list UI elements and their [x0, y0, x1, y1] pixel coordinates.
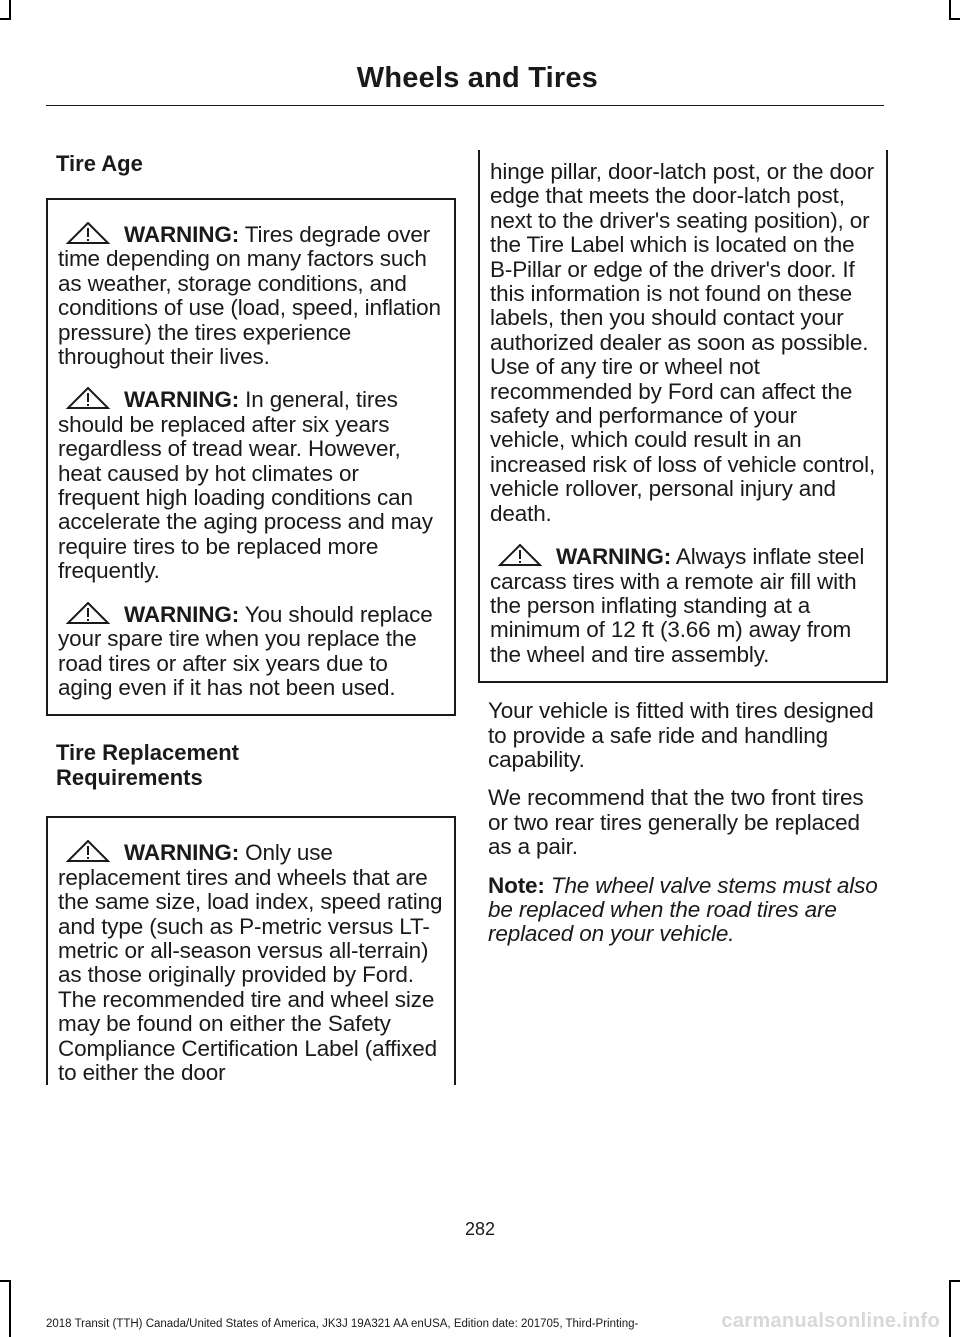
- page-header-title: Wheels and Tires: [356, 62, 598, 94]
- crop-mark: [9, 1282, 11, 1337]
- warning-text: Tires degrade over time depending on many factors such as weather, storage conditions, and conditions of use (load, speed, inflation pressure) the tires experience throughout their lives.: [58, 222, 441, 370]
- right-column: [478, 150, 888, 961]
- header-divider: [46, 105, 884, 106]
- warning-text: You should replace your spare tire when you replace the road tires or after six years due to aging even if it has not been used.: [58, 601, 433, 700]
- warning-paragraph: [58, 840, 446, 1085]
- body-text: [478, 683, 888, 947]
- crop-mark: [949, 18, 960, 20]
- warning-triangle-icon: [498, 544, 542, 566]
- warning-paragraph: [490, 544, 878, 667]
- left-column: [46, 145, 456, 1085]
- warning-label: WARNING:: [124, 601, 240, 627]
- warning-box-tire-age: [46, 198, 456, 716]
- crop-mark: [0, 1280, 11, 1282]
- crop-mark: [9, 0, 11, 18]
- warning-box-continued: [478, 150, 888, 683]
- warning-label: WARNING:: [124, 222, 240, 247]
- note-valve-stems: [488, 874, 888, 947]
- note-text: The wheel valve stems must also be replaced when the road tires are replaced on your vehicle.: [488, 872, 878, 947]
- warning-paragraph: [58, 602, 446, 701]
- warning-triangle-icon: [66, 840, 110, 862]
- warning-label: WARNING:: [556, 544, 672, 570]
- warning-continued-text: hinge pillar, door-latch post, or the door edge that meets the door-latch post, next to the driver's seating position), or the Tire Label which is located on the B-Pillar or edge of the driver's door. If this information is not found on these labels, then you should contact your authorized dealer as soon as possible. Use of any tire or wheel not recommended by Ford can affect the safety and performance of your vehicle, which could result in an increased risk of loss of vehicle control, vehicle rollover, personal injury and death.: [490, 159, 876, 526]
- warning-triangle-icon: [66, 222, 110, 244]
- warning-text: Always inflate steel carcass tires with a remote air fill with the person inflating standing at a minimum of 12 ft (3.66 m) away from the wheel and tire assembly.: [490, 544, 865, 667]
- crop-mark: [949, 0, 951, 18]
- crop-mark: [949, 1282, 951, 1337]
- warning-triangle-icon: [66, 387, 110, 409]
- section-title-tire-age: Tire Age: [56, 151, 143, 176]
- warning-box-replacement: [46, 816, 456, 1085]
- warning-text: Only use replacement tires and wheels that are the same size, load index, speed rating and type (such as P-metric versus LT-metric or all-season versus all-terrain) as those originally provided by Ford. The recommended tire and wheel size may be found on either the Safety Compliance Certification Label (affixed to either the door: [58, 840, 443, 1085]
- warning-label: WARNING:: [124, 840, 240, 866]
- paragraph-replace-pair: We recommend that the two front tires or two rear tires generally be replaced as a pair.: [488, 785, 864, 860]
- warning-text: In general, tires should be replaced after six years regardless of tread wear. However, heat caused by hot climates or frequent high loading conditions can accelerate the aging process and may require tires to be replaced more frequently.: [58, 387, 433, 584]
- section-title-line: Tire Replacement: [56, 740, 240, 766]
- note-label: Note:: [488, 872, 545, 898]
- page-number: 282: [464, 1219, 496, 1239]
- footer-edition-info: 2018 Transit (TTH) Canada/United States of America, JK3J 19A321 AA enUSA, Edition date: 201705, Third-Printing-: [46, 1318, 639, 1330]
- warning-paragraph: [58, 222, 446, 369]
- section-title-tire-replacement: [56, 740, 456, 790]
- section-title-line: Requirements: [56, 765, 203, 791]
- watermark: carmanualsonline.info: [721, 1310, 940, 1332]
- warning-paragraph: [58, 387, 446, 583]
- warning-label: WARNING:: [124, 387, 240, 413]
- crop-mark: [0, 18, 11, 20]
- paragraph-fitted-tires: Your vehicle is fitted with tires designed to provide a safe ride and handling capability.: [488, 698, 874, 772]
- warning-triangle-icon: [66, 602, 110, 624]
- crop-mark: [949, 1280, 960, 1282]
